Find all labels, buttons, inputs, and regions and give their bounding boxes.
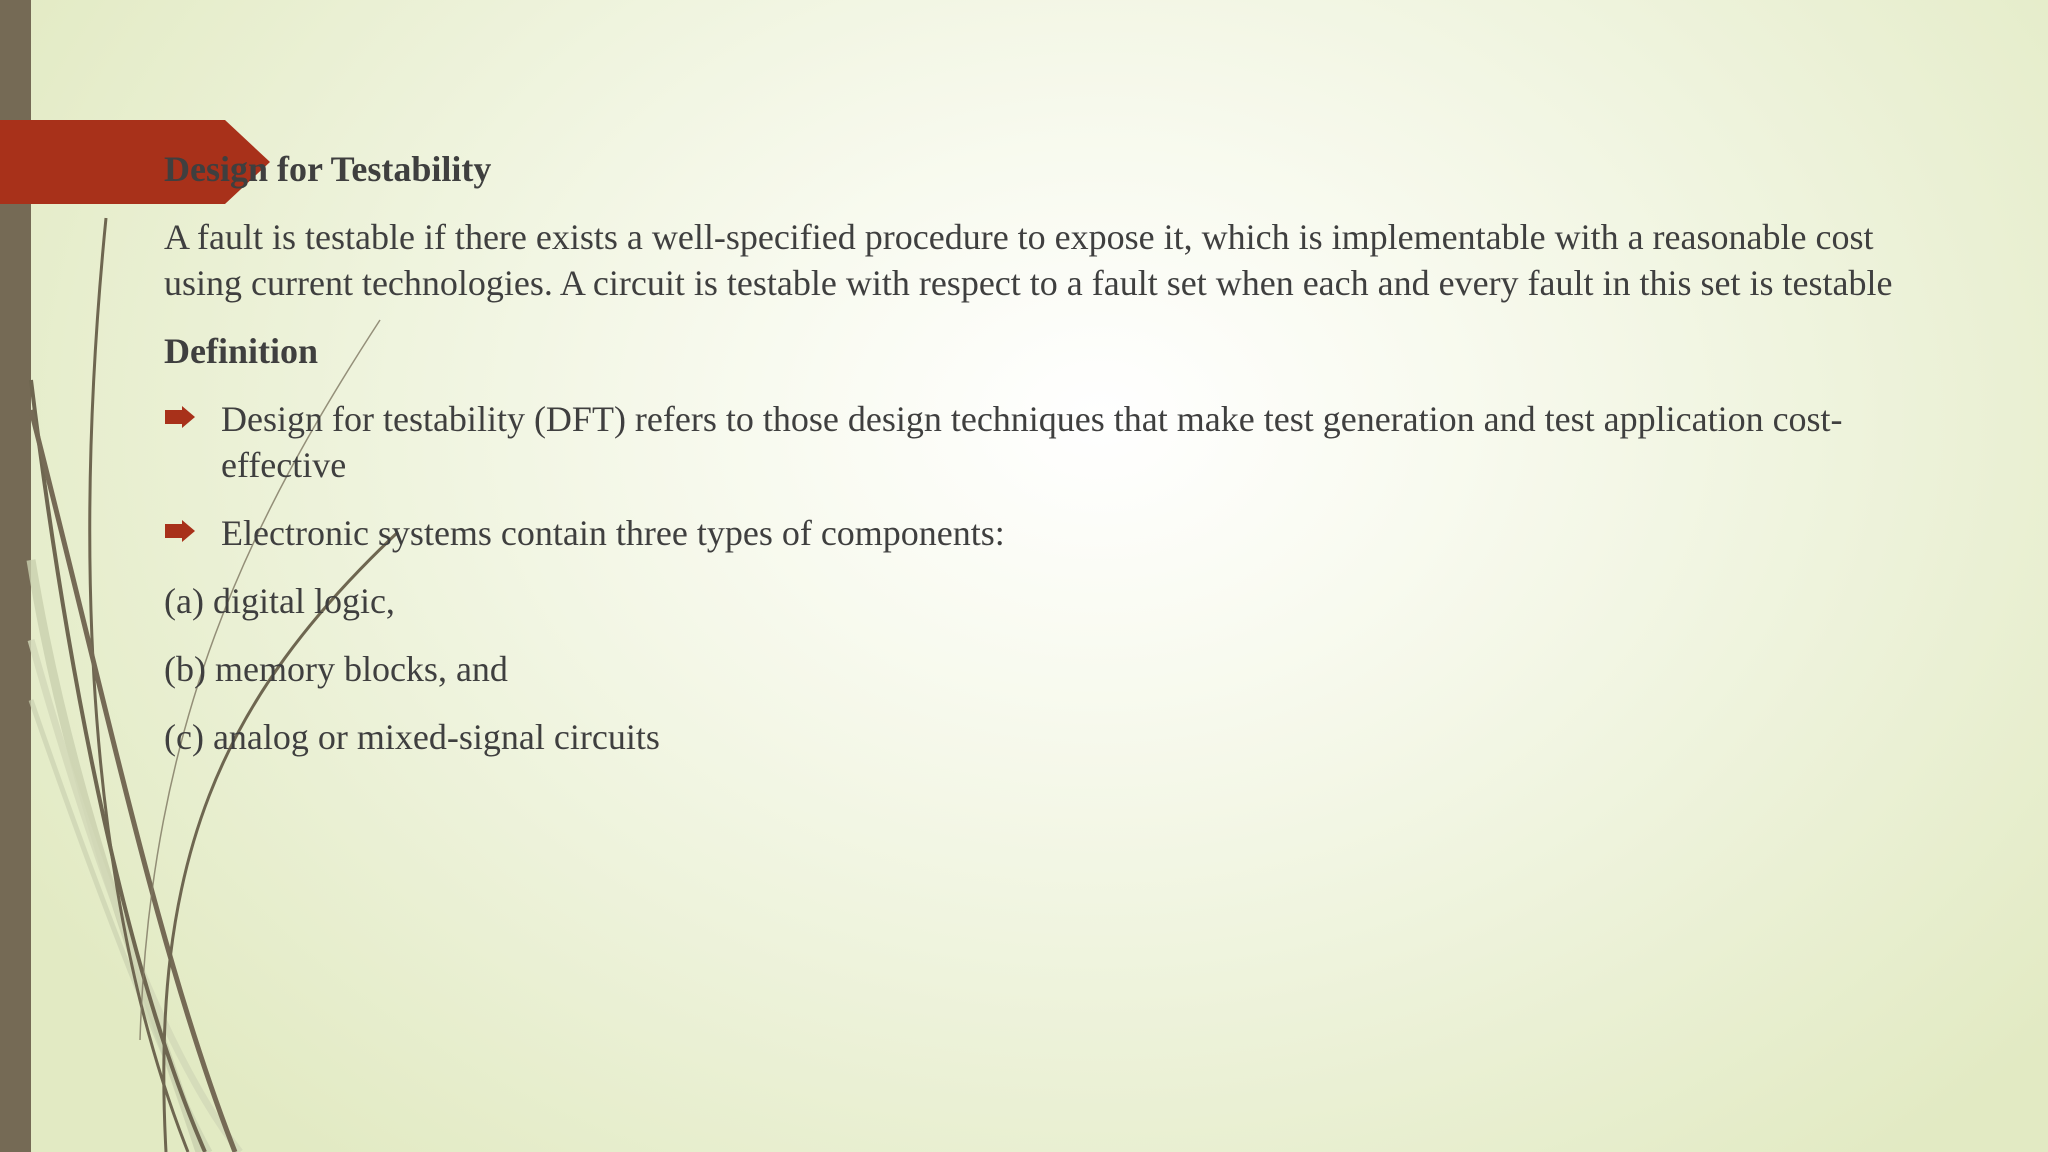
intro-paragraph: A fault is testable if there exists a well-specified procedure to expose it, which is implementable with a reasonable cost using current technologies. A circuit is testable with respect to a fault set when each and every fault in this set is testable [164, 217, 1893, 303]
bullet-item [164, 510, 1904, 556]
arrow-bullet-icon [165, 520, 195, 542]
arrow-bullet-icon [165, 406, 195, 428]
component-item-analog: (c) analog or mixed-signal circuits [164, 717, 660, 757]
bullet-item [164, 396, 1904, 488]
slide-title: Design for Testability [164, 149, 492, 189]
slide-content [164, 146, 1904, 782]
bullet-text: Electronic systems contain three types of components: [221, 513, 1005, 553]
component-item-memory: (b) memory blocks, and [164, 649, 508, 689]
bullet-text: Design for testability (DFT) refers to those design techniques that make test generation and test application cost-effective [221, 399, 1843, 485]
component-item-digital: (a) digital logic, [164, 581, 395, 621]
definition-heading: Definition [164, 331, 319, 371]
